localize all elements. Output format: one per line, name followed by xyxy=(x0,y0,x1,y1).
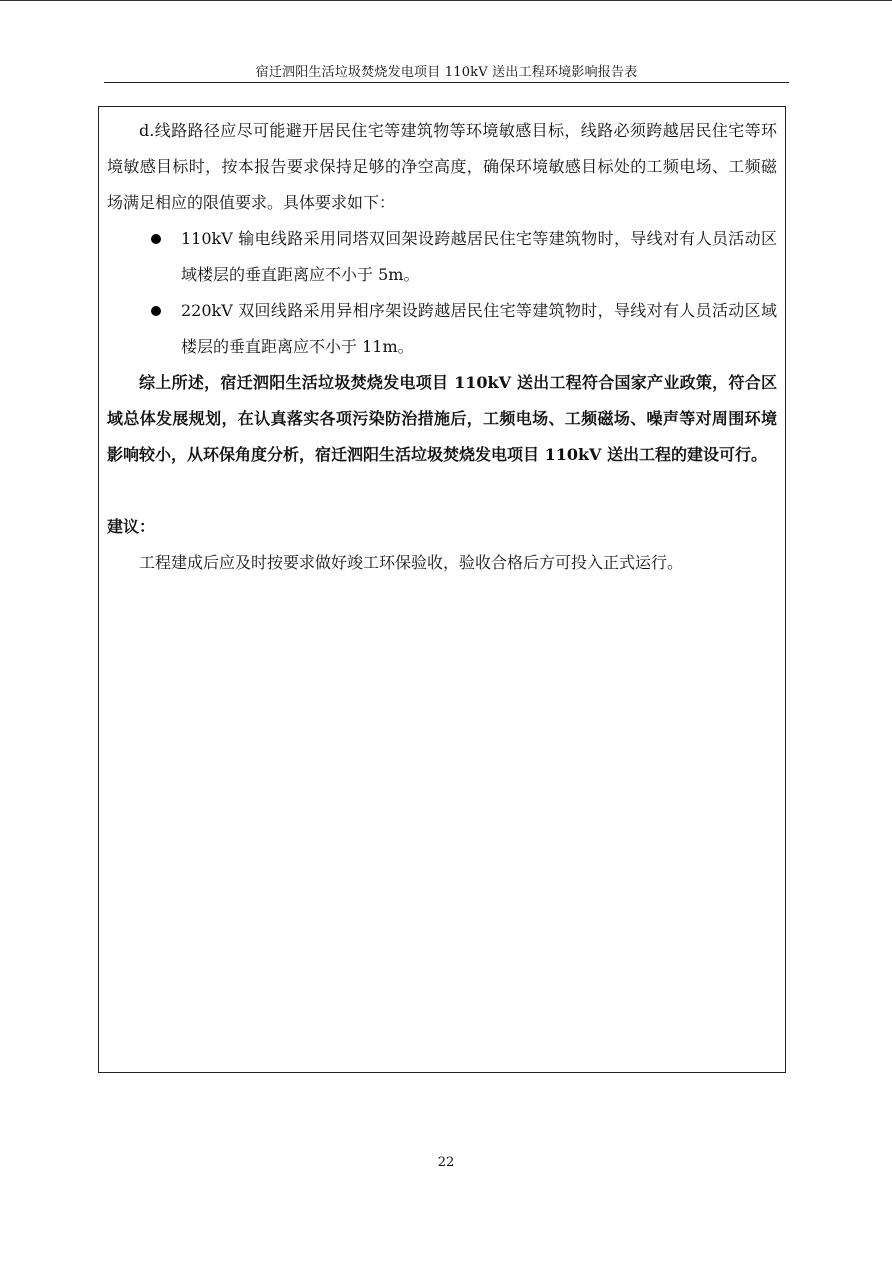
header-divider xyxy=(104,82,789,83)
requirement-paragraph-d: d.线路路径应尽可能避开居民住宅等建筑物等环境敏感目标，线路必须跨越居民住宅等环境敏感目标时，按本报告要求保持足够的净空高度，确保环境敏感目标处的工频电场、工频磁场满足相应的限值要求。具体要求如下： xyxy=(107,121,777,212)
requirement-bullet-list xyxy=(107,221,777,365)
suggestion-heading: 建议： xyxy=(107,517,156,536)
bullet-item-110kv xyxy=(107,221,777,293)
bullet-text-110kv: 110kV 输电线路采用同塔双回架设跨越居民住宅等建筑物时，导线对有人员活动区域楼层的垂直距离应不小于 5m。 xyxy=(181,229,777,284)
bullet-item-220kv xyxy=(107,293,777,365)
bullet-dot-icon xyxy=(151,306,161,316)
bullet-dot-icon xyxy=(151,234,161,244)
page-number: 22 xyxy=(437,1155,455,1170)
content-table-cell xyxy=(98,106,786,1073)
bullet-text-220kv: 220kV 双回线路采用异相序架设跨越居民住宅等建筑物时，导线对有人员活动区域楼层的垂直距离应不小于 11m。 xyxy=(181,301,777,356)
page-header-title: 宿迁泗阳生活垃圾焚烧发电项目 110kV 送出工程环境影响报告表 xyxy=(255,65,638,80)
suggestion-paragraph: 工程建成后应及时按要求做好竣工环保验收，验收合格后方可投入正式运行。 xyxy=(139,553,684,572)
content-body xyxy=(107,113,777,581)
blank-line xyxy=(107,473,777,509)
conclusion-paragraph: 综上所述，宿迁泗阳生活垃圾焚烧发电项目 110kV 送出工程符合国家产业政策，符合区域总体发展规划，在认真落实各项污染防治措施后，工频电场、工频磁场、噪声等对周围环境影响较小，从环保角度分析，宿迁泗阳生活垃圾焚烧发电项目 110kV 送出工程的建设可行。 xyxy=(107,373,777,464)
top-border-line xyxy=(0,0,892,1)
